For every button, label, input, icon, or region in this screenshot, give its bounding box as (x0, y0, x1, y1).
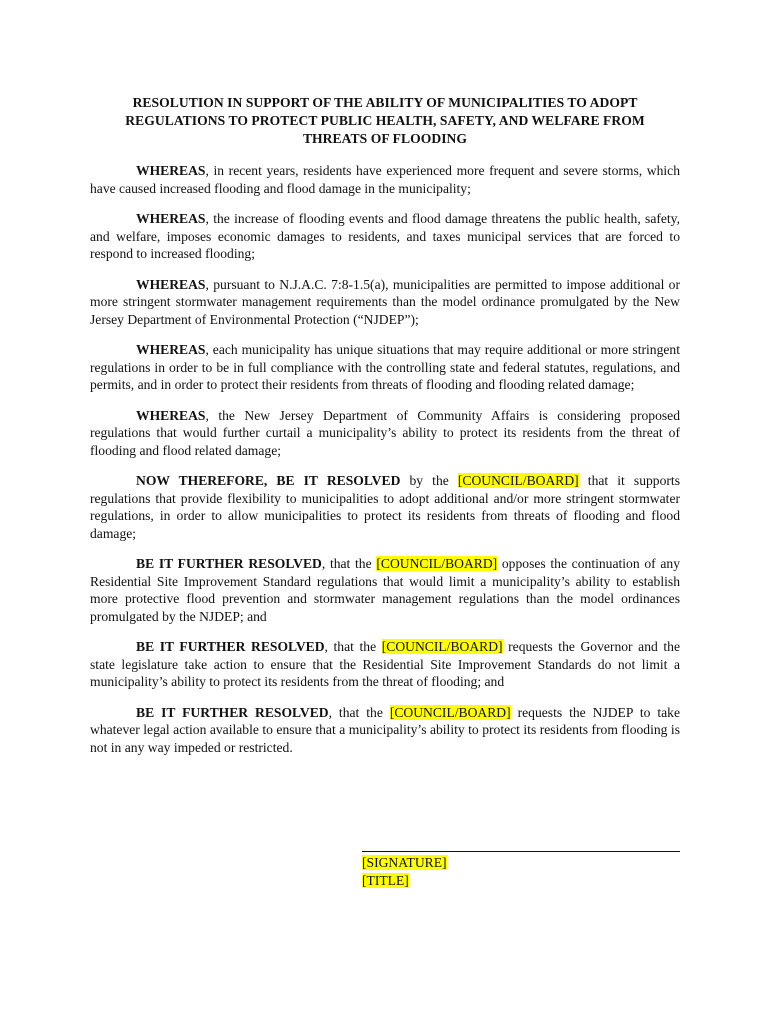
paragraph-lead: BE IT FURTHER RESOLVED (136, 704, 329, 720)
paragraph-text: that it supports regulations that provide flexibility to municipalities to adopt additional and/or more stringent stormwater regulations, in order to allow municipalities to protect its residents from threats of flooding and flood damage; (90, 473, 680, 541)
whereas-paragraph-1 (90, 162, 680, 197)
paragraph-text: opposes the continuation of any Residential Site Improvement Standard regulations that would limit a municipality’s ability to establish more protective flood prevention and stormwater management regulations than the model ordinances promulgated by the NJDEP; and (90, 556, 680, 624)
resolved-paragraph-3 (90, 638, 680, 691)
whereas-paragraph-5 (90, 407, 680, 460)
paragraph-pre: , that the (324, 639, 382, 654)
paragraph-pre: , that the (328, 704, 390, 720)
signature-block (362, 851, 680, 890)
paragraph-text: , each municipality has unique situations that may require additional or more stringent regulations in order to be in full compliance with the controlling state and federal statutes, regulations, and permits, and in order to protect their residents from threats of flooding and flooding related damage; (90, 342, 680, 392)
paragraph-text: , in recent years, residents have experienced more frequent and severe storms, which have caused increased flooding and flood damage in the municipality; (90, 163, 680, 196)
document-title (90, 94, 680, 148)
resolved-paragraph-2 (90, 555, 680, 625)
paragraph-lead: NOW THEREFORE, BE IT RESOLVED (136, 473, 401, 488)
paragraph-text: requests the NJDEP to take whatever legal action available to ensure that a municipality’s ability to protect its residents from flooding is not in any way impeded or restricted. (90, 704, 680, 755)
whereas-paragraph-2 (90, 210, 680, 263)
signature-line (362, 851, 680, 852)
document-page (90, 94, 680, 769)
whereas-paragraph-4 (90, 341, 680, 394)
whereas-paragraph-3 (90, 276, 680, 329)
paragraph-lead: BE IT FURTHER RESOLVED (136, 556, 322, 571)
paragraph-lead: WHEREAS (136, 211, 206, 226)
paragraph-text: requests the Governor and the state legislature take action to ensure that the Residential Site Improvement Standards do not limit a municipality’s ability to protect its residents from the threat of flooding; and (90, 639, 680, 689)
paragraph-lead: WHEREAS (136, 407, 206, 423)
council-board-placeholder: [COUNCIL/BOARD] (381, 639, 503, 654)
paragraph-text: , the increase of flooding events and flood damage threatens the public health, safety, and welfare, imposes economic damages to residents, and taxes municipal services that are forced to respond to increased flooding; (90, 211, 680, 261)
signature-placeholder: [SIGNATURE] (362, 855, 447, 870)
resolved-paragraph-4 (90, 704, 680, 757)
paragraph-pre: , that the (321, 556, 377, 571)
council-board-placeholder: [COUNCIL/BOARD] (389, 704, 511, 720)
paragraph-lead: WHEREAS (136, 276, 206, 292)
paragraph-text: , the New Jersey Department of Community Affairs is considering proposed regulations that would further curtail a municipality’s ability to protect its residents from the threat of flooding and flood related damage; (90, 407, 680, 458)
paragraph-text: , pursuant to N.J.A.C. 7:8-1.5(a), municipalities are permitted to impose additional or more stringent stormwater management requirements than the model ordinance promulgated by the New Jersey Department of Environmental Protection (“NJDEP”); (90, 276, 680, 327)
paragraph-lead: WHEREAS (136, 342, 206, 357)
council-board-placeholder: [COUNCIL/BOARD] (376, 556, 498, 571)
paragraph-pre: by the (400, 473, 458, 488)
resolved-paragraph-1 (90, 472, 680, 542)
title-placeholder: [TITLE] (362, 873, 409, 888)
council-board-placeholder: [COUNCIL/BOARD] (457, 473, 579, 488)
paragraph-lead: BE IT FURTHER RESOLVED (136, 639, 325, 654)
paragraph-lead: WHEREAS (136, 163, 206, 178)
title-line-1: RESOLUTION IN SUPPORT OF THE ABILITY OF MUNICIPALITIES TO ADOPT (132, 95, 638, 110)
title-line-3: THREATS OF FLOODING (302, 131, 468, 146)
title-line-2: REGULATIONS TO PROTECT PUBLIC HEALTH, SAFETY, AND WELFARE FROM (125, 113, 645, 128)
